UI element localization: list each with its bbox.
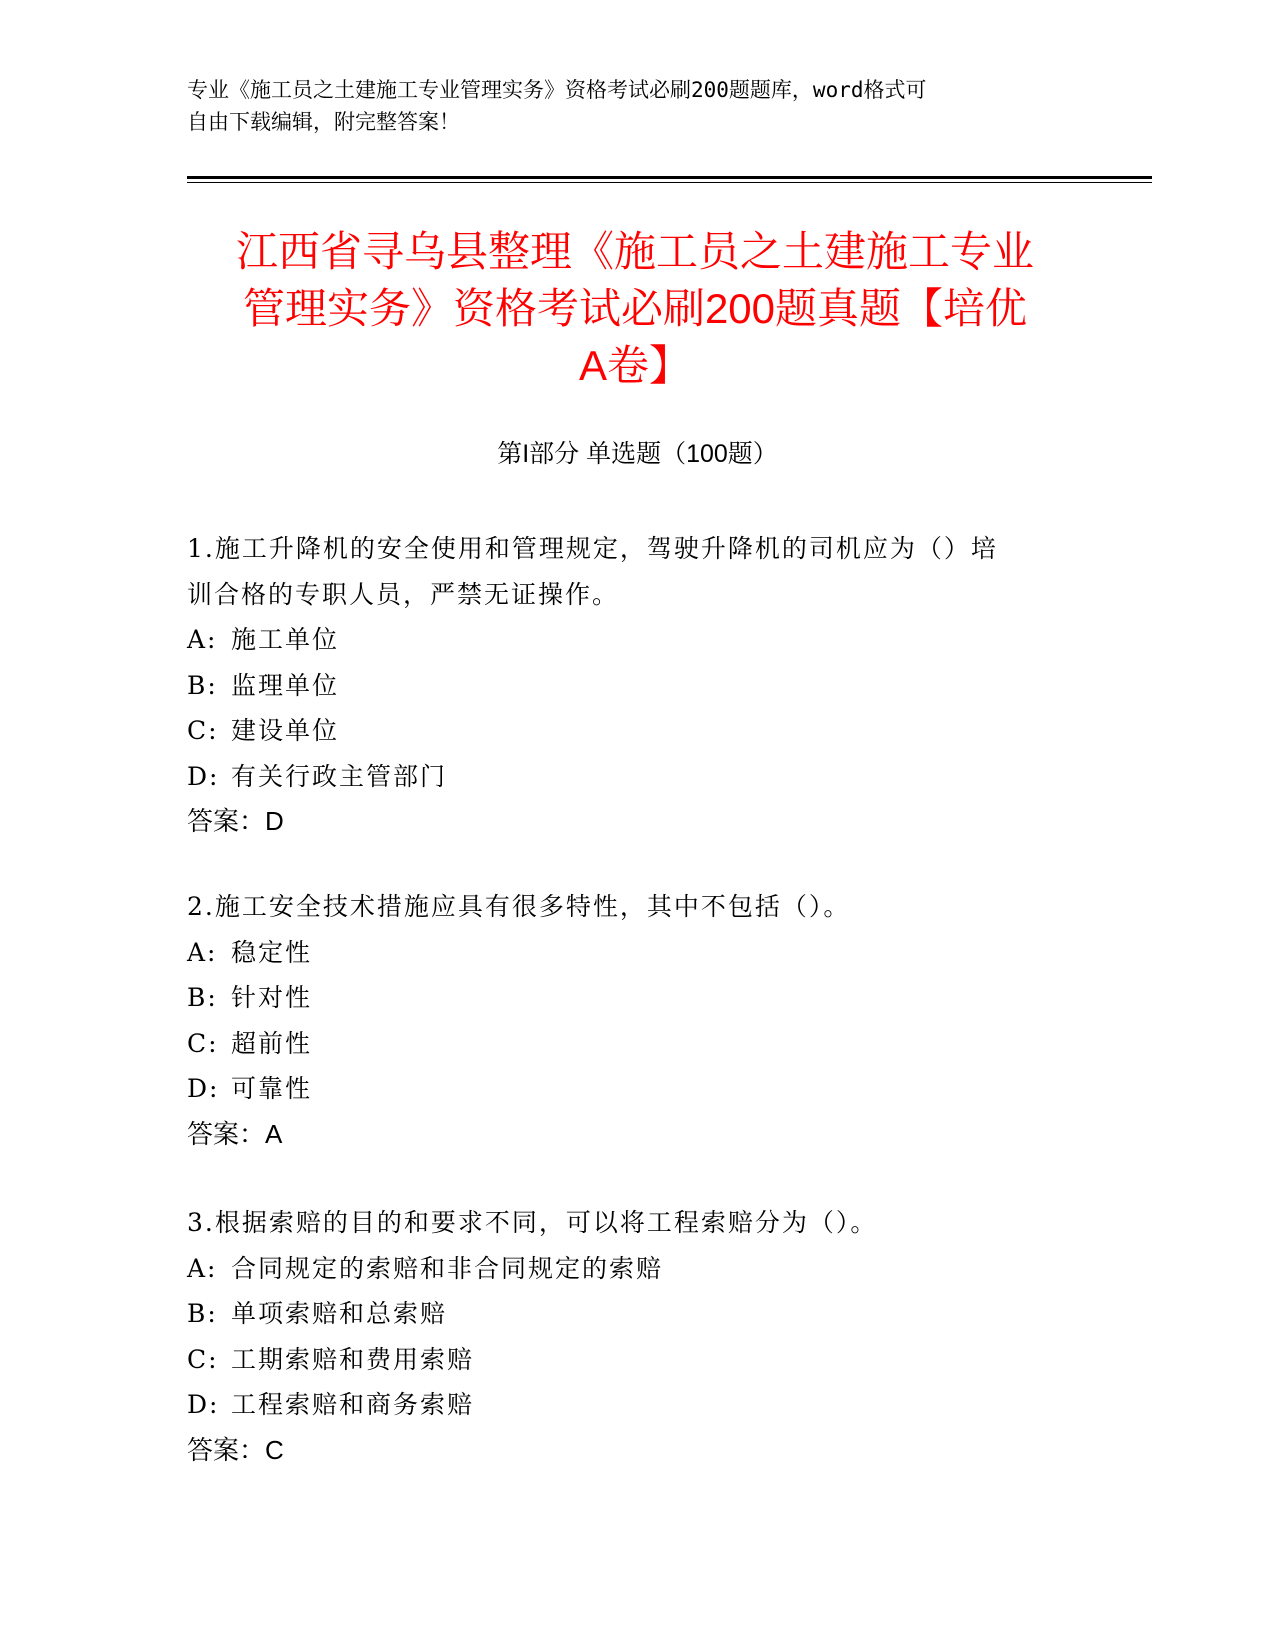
- option-text: 工程索赔和商务索赔: [231, 1390, 475, 1419]
- header-note: [187, 74, 1067, 138]
- option-text: 合同规定的索赔和非合同规定的索赔: [231, 1253, 664, 1283]
- question-1-option-d: [187, 754, 1067, 800]
- option-text: 监理单位: [231, 670, 340, 700]
- document-title-line-3: A卷】: [578, 342, 691, 389]
- document-title-line-2: 管理实务》资格考试必刷200题真题【培优: [242, 285, 1028, 332]
- option-label: C:: [187, 1344, 219, 1374]
- question-2-answer: 答案：A: [187, 1118, 283, 1149]
- option-text: 工期索赔和费用索赔: [231, 1344, 475, 1374]
- question-3: [187, 1200, 1067, 1473]
- option-label: D:: [187, 1074, 220, 1103]
- option-text: 施工单位: [231, 625, 340, 654]
- section-title: 第I部分 单选题（100题）: [497, 440, 778, 468]
- question-1-stem-line-2: 训合格的专职人员，严禁无证操作。: [187, 579, 620, 609]
- question-3-option-d: [187, 1382, 1067, 1428]
- question-3-option-b: [187, 1291, 1067, 1337]
- question-2-option-a: [187, 930, 1067, 976]
- option-text: 稳定性: [231, 937, 313, 967]
- option-text: 单项索赔和总索赔: [231, 1299, 448, 1328]
- option-label: A:: [187, 625, 218, 654]
- option-label: A:: [187, 937, 218, 967]
- option-label: C:: [187, 716, 219, 745]
- question-1-stem-line-1: 1.施工升降机的安全使用和管理规定，驾驶升降机的司机应为（）培: [187, 534, 998, 563]
- header-note-line-1: 专业《施工员之土建施工专业管理实务》资格考试必刷200题题库，word格式可: [187, 78, 927, 102]
- question-2-stem-line-1: 2.施工安全技术措施应具有很多特性，其中不包括（）。: [187, 892, 851, 921]
- question-3-stem-line-1: 3.根据索赔的目的和要求不同，可以将工程索赔分为（）。: [187, 1208, 878, 1237]
- question-1-answer: 答案：D: [187, 806, 284, 836]
- option-text: 超前性: [231, 1028, 313, 1058]
- question-1-option-b: [187, 663, 1067, 709]
- document-title-line-1: 江西省寻乌县整理《施工员之土建施工专业: [235, 228, 1034, 275]
- header-divider-thick: [187, 176, 1152, 179]
- question-2-option-c: [187, 1021, 1067, 1067]
- option-label: D:: [187, 1390, 220, 1419]
- option-label: A:: [187, 1253, 218, 1283]
- option-label: D:: [187, 761, 220, 791]
- header-note-line-2: 自由下载编辑，附完整答案！: [187, 110, 460, 134]
- question-3-option-c: [187, 1337, 1067, 1383]
- option-text: 可靠性: [231, 1074, 313, 1103]
- question-3-answer: 答案：C: [187, 1434, 284, 1465]
- option-label: B:: [187, 1299, 218, 1328]
- question-1: [187, 526, 1067, 845]
- option-label: C:: [187, 1028, 219, 1058]
- question-1-option-c: [187, 708, 1067, 754]
- option-text: 有关行政主管部门: [231, 761, 448, 791]
- header-divider-thin: [187, 182, 1152, 183]
- question-1-option-a: [187, 617, 1067, 663]
- question-3-option-a: [187, 1246, 1067, 1292]
- question-2-option-b: [187, 975, 1067, 1021]
- question-2-option-d: [187, 1066, 1067, 1112]
- option-text: 建设单位: [231, 716, 340, 745]
- document-title: [140, 223, 1130, 394]
- question-2: [187, 884, 1067, 1157]
- option-label: B:: [187, 670, 218, 700]
- option-text: 针对性: [231, 983, 313, 1012]
- option-label: B:: [187, 983, 218, 1012]
